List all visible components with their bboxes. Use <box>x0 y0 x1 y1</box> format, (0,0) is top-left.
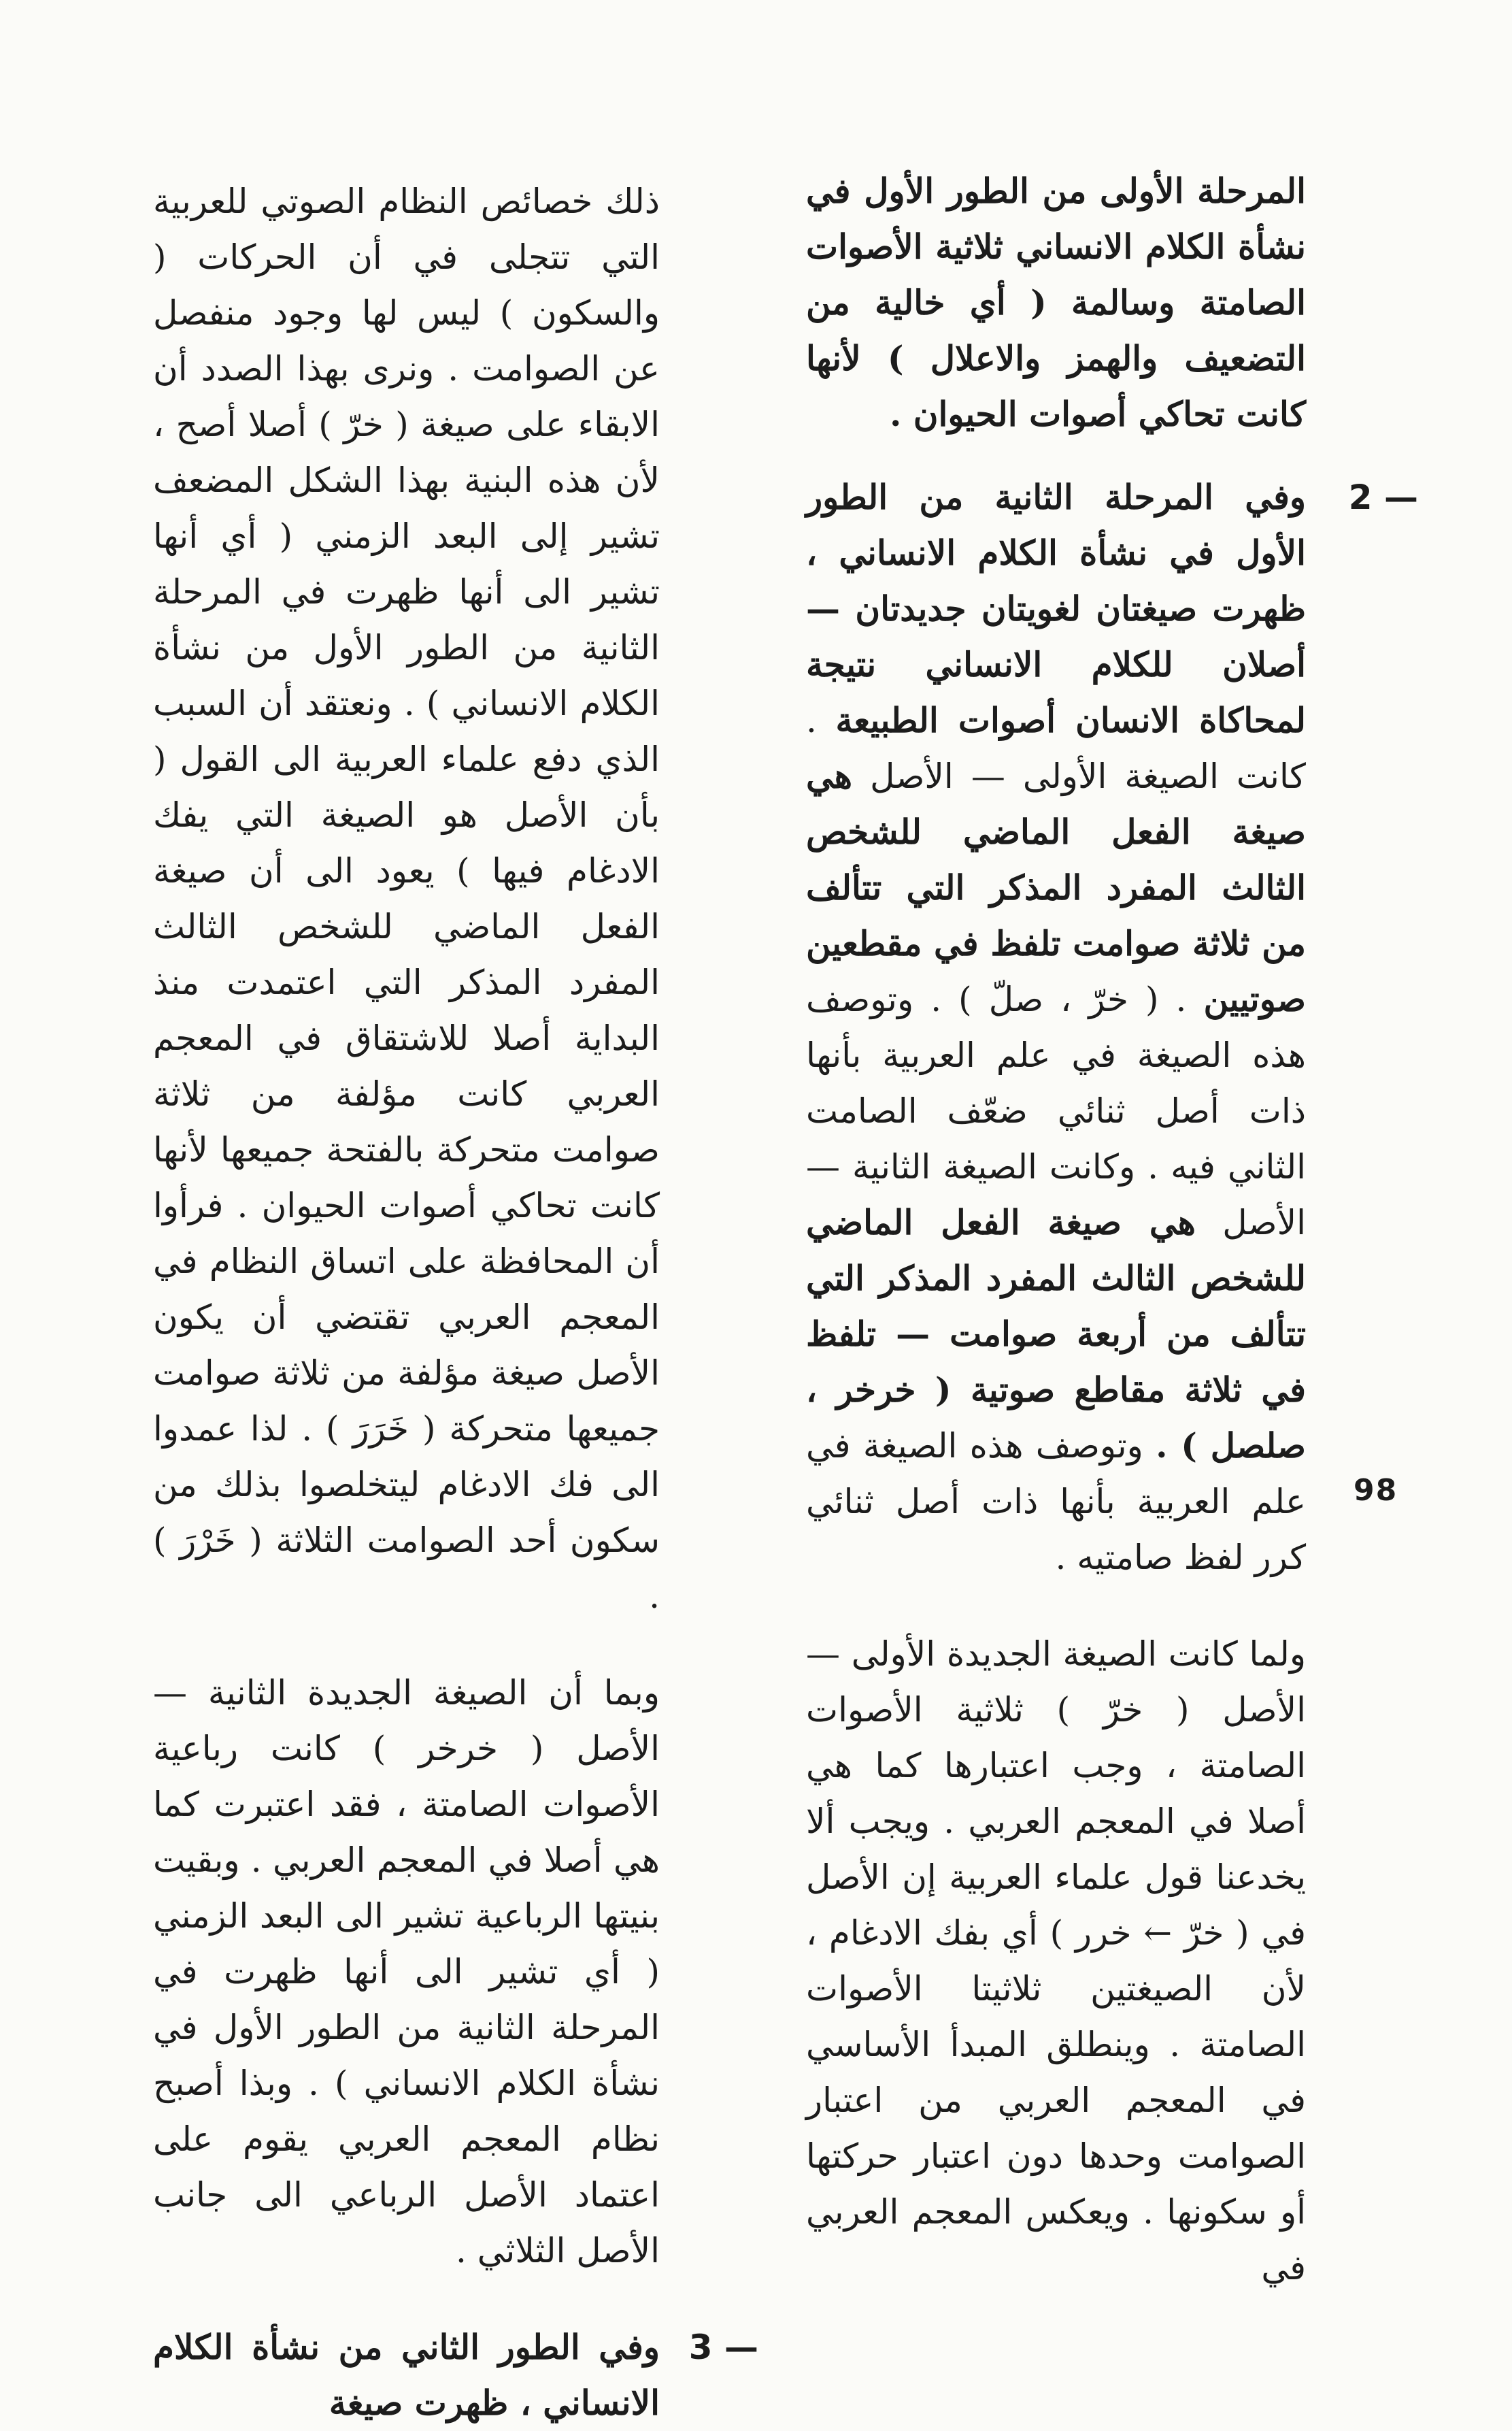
numbered-item-3 <box>153 2319 758 2431</box>
left-column <box>153 173 758 2431</box>
page-number: 98 <box>1354 1473 1398 1508</box>
item-2-plain-b: . ( خرّ ، صلّ ) . وتوصف هذه الصيغة في علم العربية بأنها ذات أصل ثنائي ضعّف الصامت الثاني فيه . وكانت الصيغة الثانية — الأصل <box>806 980 1306 1242</box>
item-2-plain-a: . كانت الصيغة الأولى — الأصل <box>806 701 1306 796</box>
item-2-bold-b: هي صيغة الفعل الماضي للشخص الثالث المفرد المذكر التي تتألف من ثلاثة صوامت تلفظ في مقطعين صوتيين <box>806 756 1306 1019</box>
right-paragraph-3: ولما كانت الصيغة الجديدة الأولى — الأصل ( خرّ ) ثلاثية الأصوات الصامتة ، وجب اعتبارها كما هي أصلا في المعجم العربي . ويجب ألا يخدعنا قول علماء العربية إن الأصل في ( خرّ ← خرر ) أي بفك الادغام ، لأن الصيغتين ثلاثيتا الأصوات الصامتة . وينطلق المبدأ الأساسي في المعجم العربي من اعتبار الصوامت وحدها دون اعتبار حركتها أو سكونها . ويعكس المعجم العربي في <box>806 1634 1306 2287</box>
item-2-plain-c: وتوصف هذه الصيغة في علم العربية بأنها ذات أصل ثنائي كرر لفظ صامتيه . <box>806 1426 1306 1577</box>
item-3-marker <box>689 2319 758 2375</box>
left-paragraph-1: ذلك خصائص النظام الصوتي للعربية التي تتجلى في أن الحركات ( والسكون ) ليس لها وجود منفصل عن الصوامت . ونرى بهذا الصدد أن الابقاء على صيغة ( خرّ ) أصلا أصح ، لأن هذه البنية بهذا الشكل المضعف تشير إلى البعد الزمني ( أي أنها تشير الى أنها ظهرت في المرحلة الثانية من الطور الأول من نشأة الكلام الانساني ) . ونعتقد أن السبب الذي دفع علماء العربية الى القول ( بأن الأصل هو الصيغة التي يفك الادغام فيها ) يعود الى أن صيغة الفعل الماضي للشخص الثالث المفرد المذكر التي اعتمدت منذ البداية أصلا للاشتقاق في المعجم العربي كانت مؤلفة من ثلاثة صوامت متحركة بالفتحة جميعها لأنها كانت تحاكي أصوات الحيوان . فرأوا أن المحافظة على اتساق النظام في المعجم العربي تقتضي أن يكون الأصل صيغة مؤلفة من ثلاثة صوامت جميعها متحركة ( خَرَرَ ) . لذا عمدوا الى فك الادغام ليتخلصوا بذلك من سكون أحد الصوامت الثلاثة ( خَرْرَ ) . <box>153 182 660 1616</box>
item-2-dash: — <box>1384 478 1418 517</box>
item-2-text <box>806 469 1306 1585</box>
item-2-number: 2 <box>1348 478 1373 517</box>
item-2-bold-a: وفي المرحلة الثانية من الطور الأول في نشأة الكلام الانساني ، ظهرت صيغتان لغويتان جديدتان — أصلان للكلام الانساني نتيجة لمحاكاة الانسان أصوات الطبيعة <box>806 477 1306 740</box>
item-3-dash: — <box>724 2328 758 2367</box>
right-paragraph-1: المرحلة الأولى من الطور الأول في نشأة الكلام الانساني ثلاثية الأصوات الصامتة وسالمة ( أي خالية من التضعيف والهمز والاعلال ) لأنها كانت تحاكي أصوات الحيوان . <box>806 171 1306 434</box>
paragraph-gap <box>153 1624 660 1665</box>
item-3-number: 3 <box>688 2328 713 2367</box>
item-2-marker <box>1349 469 1418 525</box>
item-3-text: وفي الطور الثاني من نشأة الكلام الانساني ، ظهرت صيغة <box>153 2327 660 2423</box>
paragraph-gap <box>806 1585 1306 1626</box>
left-paragraph-2: وبما أن الصيغة الجديدة الثانية — الأصل ( خرخر ) كانت رباعية الأصوات الصامتة ، فقد اعتبرت كما هي أصلا في المعجم العربي . وبقيت بنيتها الرباعية تشير الى البعد الزمني ( أي تشير الى أنها ظهرت في المرحلة الثانية من الطور الأول في نشأة الكلام الانساني ) . وبذا أصبح نظام المعجم العربي يقوم على اعتماد الأصل الرباعي الى جانب الأصل الثلاثي . <box>153 1673 660 2270</box>
item-2-bold-c: هي صيغة الفعل الماضي للشخص الثالث المفرد المذكر التي تتألف من أربعة صوامت — تلفظ في ثلاثة مقاطع صوتية ( خرخر ، صلصل ) . <box>806 1202 1306 1466</box>
